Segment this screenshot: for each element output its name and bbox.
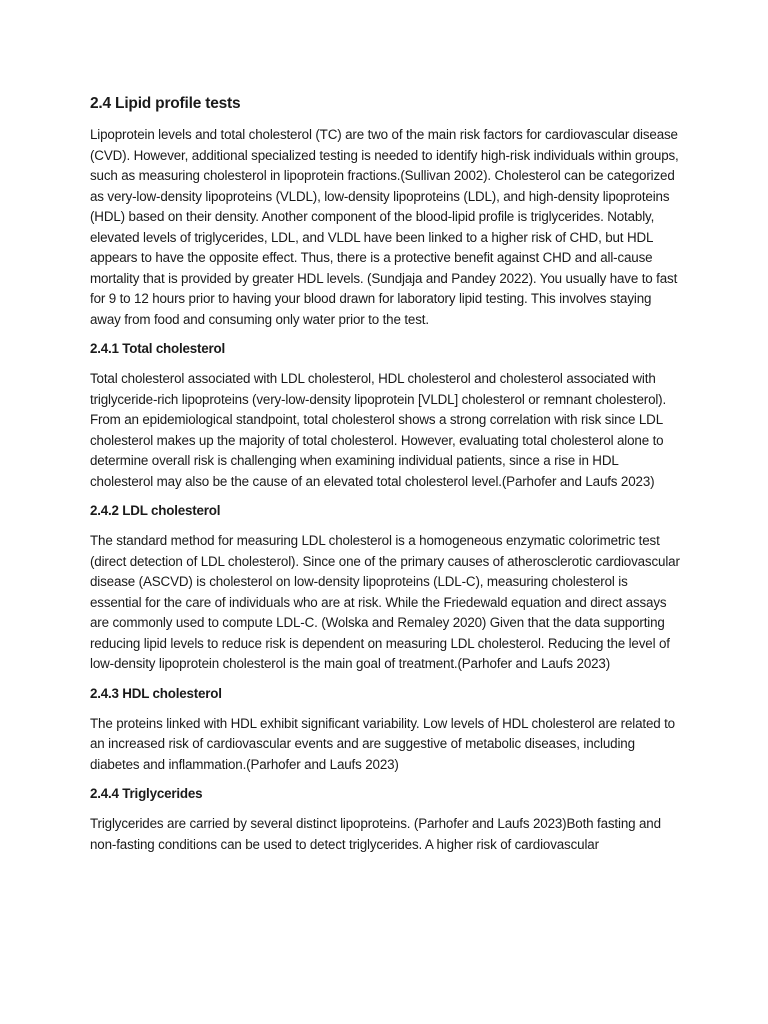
hdl-cholesterol-paragraph: The proteins linked with HDL exhibit significant variability. Low levels of HDL cholesterol are related to an increased risk of cardiovascular events and are suggestive of metabolic diseases, including diabetes and inflammation.(Parhofer and Laufs 2023) bbox=[90, 715, 675, 772]
triglycerides-paragraph: Triglycerides are carried by several distinct lipoproteins. (Parhofer and Laufs 2023)Both fasting and non-fasting conditions can be used to detect triglycerides. A higher risk of cardiovascular bbox=[90, 816, 661, 852]
document-page bbox=[90, 92, 682, 863]
intro-paragraph: Lipoprotein levels and total cholesterol (TC) are two of the main risk factors for cardiovascular disease (CVD). However, additional specialized testing is needed to identify high-risk individuals within groups, such as measuring cholesterol in lipoprotein fractions.(Sullivan 2002). Cholesterol can be categorized as very-low-density lipoproteins (VLDL), low-density lipoproteins (LDL), and high-density lipoproteins (HDL) based on their density. Another component of the blood-lipid profile is triglycerides. Notably, elevated levels of triglycerides, LDL, and VLDL have been linked to a higher risk of CHD, but HDL appears to have the opposite effect. Thus, there is a protective benefit against CHD and all-cause mortality that is provided by greater HDL levels. (Sundjaja and Pandey 2022). You usually have to fast for 9 to 12 hours prior to having your blood drawn for laboratory lipid testing. This involves staying away from food and consuming only water prior to the test. bbox=[90, 127, 679, 327]
subsection-heading-total-cholesterol: 2.4.1 Total cholesterol bbox=[90, 341, 226, 356]
ldl-cholesterol-paragraph: The standard method for measuring LDL cholesterol is a homogeneous enzymatic colorimetric test (direct detection of LDL cholesterol). Since one of the primary causes of atherosclerotic cardiovascular disease (ASCVD) is cholesterol on low-density lipoproteins (LDL-C), measuring cholesterol is essential for the care of individuals who are at risk. While the Friedewald equation and direct assays are commonly used to compute LDL-C. (Wolska and Remaley 2020) Given that the data supporting reducing lipid levels to reduce risk is dependent on measuring LDL cholesterol. Reducing the level of low-density lipoprotein cholesterol is the main goal of treatment.(Parhofer and Laufs 2023) bbox=[90, 533, 680, 671]
subsection-heading-ldl-cholesterol: 2.4.2 LDL cholesterol bbox=[90, 503, 221, 518]
section-heading: 2.4 Lipid profile tests bbox=[90, 95, 241, 112]
subsection-heading-triglycerides: 2.4.4 Triglycerides bbox=[90, 786, 203, 801]
total-cholesterol-paragraph: Total cholesterol associated with LDL cholesterol, HDL cholesterol and cholesterol associated with triglyceride-rich lipoproteins (very-low-density lipoprotein [VLDL] cholesterol or remnant cholesterol). From an epidemiological standpoint, total cholesterol shows a strong correlation with risk since LDL cholesterol makes up the majority of total cholesterol. However, evaluating total cholesterol alone to determine overall risk is challenging when examining individual patients, since a rise in HDL cholesterol may also be the cause of an elevated total cholesterol level.(Parhofer and Laufs 2023) bbox=[90, 371, 667, 489]
subsection-heading-hdl-cholesterol: 2.4.3 HDL cholesterol bbox=[90, 685, 222, 701]
